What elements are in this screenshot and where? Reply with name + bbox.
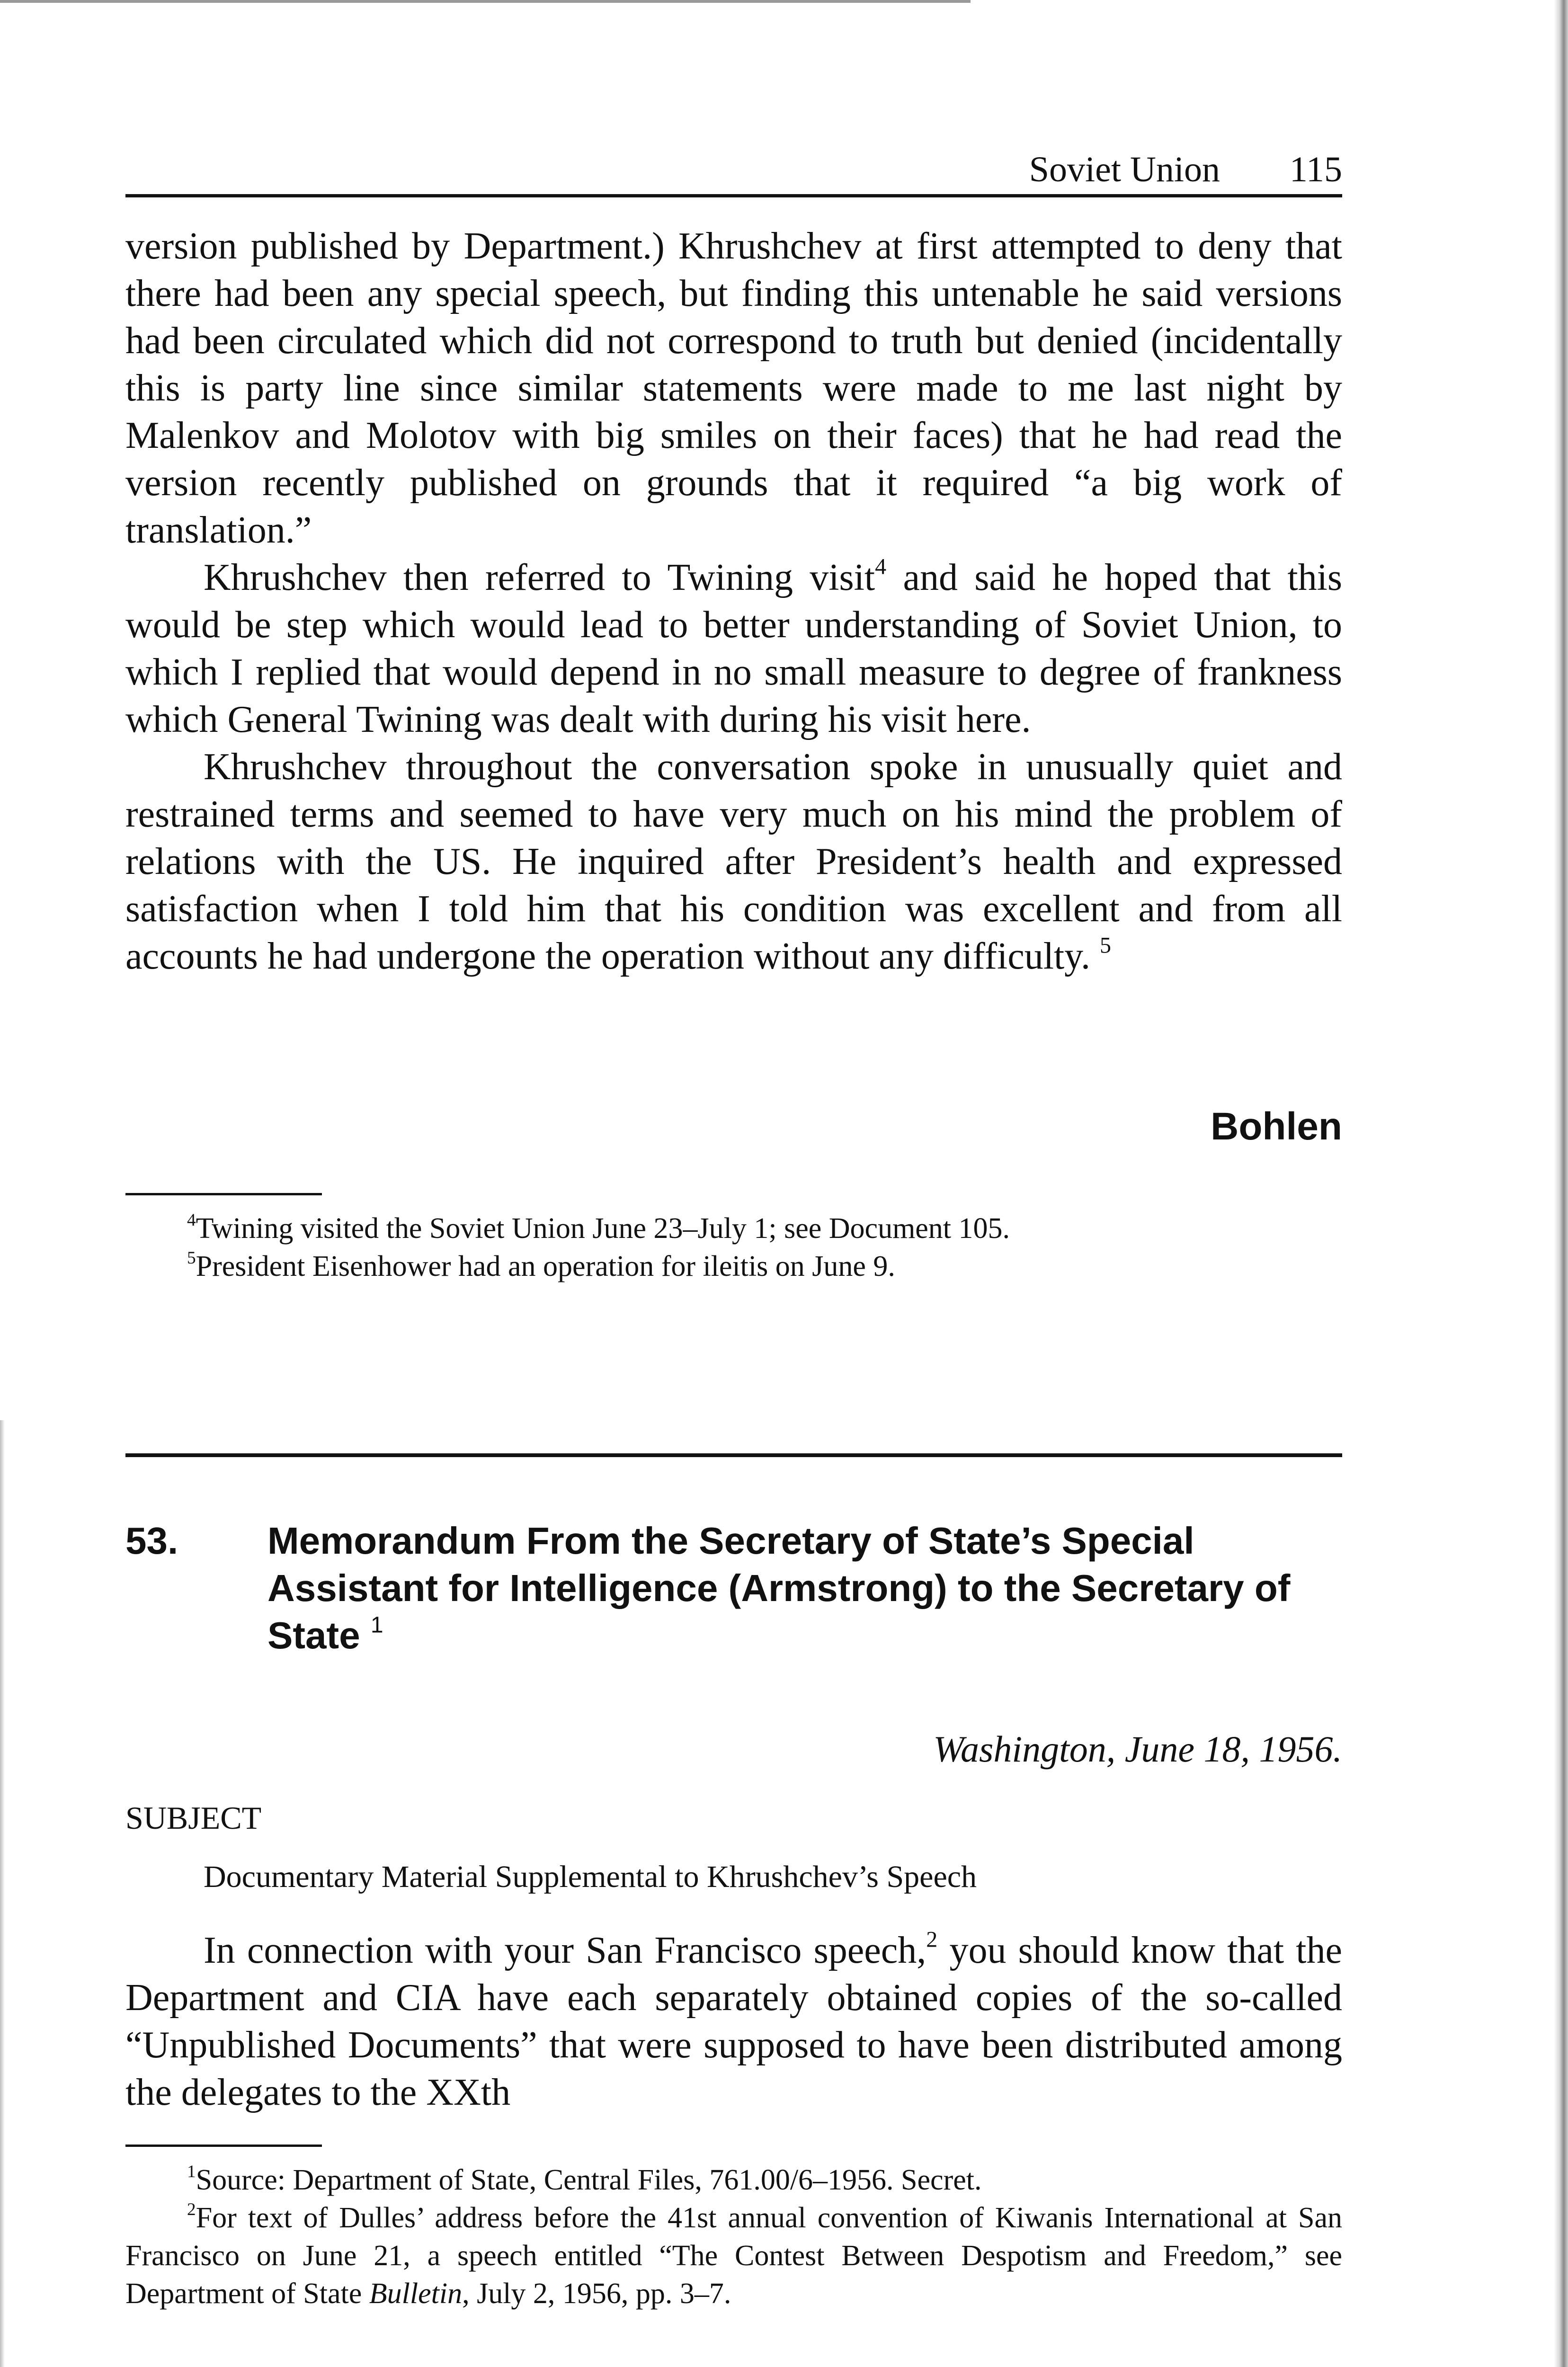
running-head [125, 137, 1342, 197]
document-title [267, 1517, 1342, 1659]
page-edge-right [1554, 0, 1568, 2367]
footnote-mark-4: 4 [187, 1210, 196, 1230]
section-divider [125, 1453, 1342, 1457]
publication-title: Bulletin [369, 2278, 463, 2310]
memo-paragraph-1 [125, 1927, 1342, 2116]
document-title-text: Memorandum From the Secretary of State’s Special Assistant for Intelligence (Armstrong) to the Secretary of State [267, 1520, 1291, 1656]
note-ref-1: 1 [370, 1612, 383, 1638]
subject-label: SUBJECT [125, 1800, 262, 1836]
footnote-rule-bottom [125, 2145, 322, 2147]
continuation-text [125, 222, 1342, 980]
footnote-2-text: For text of Dulles’ address before the 41st annual convention of Kiwanis International at San Francisco on June 21, a speech entitled “The Contest Between Despotism and Freedom,” see Department of State [125, 2202, 1342, 2310]
document-number: 53. [125, 1520, 178, 1562]
paragraph-2 [125, 554, 1342, 743]
page-number: 115 [1289, 150, 1342, 189]
memo-body [125, 1927, 1342, 2116]
paragraph-1: version published by Department.) Khrushchev at first attempted to deny that there had been any special speech, but finding this untenable he said versions had been circulated which did not correspond to truth but denied (incidentally this is party line since similar statements were made to me last night by Malenkov and Molotov with big smiles on their faces) that he had read the version recently published on grounds that it required “a big work of translation.” [125, 225, 1342, 551]
running-head-title: Soviet Union [1029, 150, 1220, 189]
footnotes-top [125, 1210, 1342, 1285]
signature: Bohlen [1211, 1105, 1342, 1148]
footnote-mark-2: 2 [187, 2199, 196, 2219]
footnote-mark-5: 5 [187, 1248, 196, 1268]
footnote-rule-top [125, 1193, 322, 1195]
note-ref-5: 5 [1099, 933, 1111, 958]
footnote-4-text: Twining visited the Soviet Union June 23–July 1; see Document 105. [196, 1212, 1010, 1245]
footnote-1-text: Source: Department of State, Central Files, 761.00/6–1956. Secret. [196, 2164, 982, 2196]
note-ref-2: 2 [926, 1927, 938, 1952]
page-edge-top [0, 0, 971, 3]
footnote-mark-1: 1 [187, 2162, 196, 2181]
footnotes-bottom [125, 2161, 1342, 2313]
footnote-2-text-cont: , July 2, 1956, pp. 3–7. [462, 2278, 731, 2310]
page-edge-left [0, 1420, 5, 2367]
footnote-1 [125, 2161, 1342, 2199]
footnote-5-text: President Eisenhower had an operation for ileitis on June 9. [196, 1250, 895, 1282]
memo-paragraph-1-text-cont: you should know that the Department and CIA have each separately obtained copies of the so-called “Unpublished Documents” that were supposed to have been distributed among the delegates to the XXth [125, 1930, 1343, 2113]
subject-text: Documentary Material Supplemental to Khrushchev’s Speech [204, 1860, 977, 1894]
memo-paragraph-1-text: In connection with your San Francisco speech, [204, 1930, 927, 1971]
paragraph-2-text: Khrushchev then referred to Twining visit [204, 557, 875, 598]
footnote-2 [125, 2199, 1342, 2313]
dateline: Washington, June 18, 1956. [933, 1728, 1342, 1770]
footnote-5 [125, 1247, 1342, 1285]
paragraph-3 [125, 743, 1342, 980]
paragraph-2-text-cont: and said he hoped that this would be step which would lead to better understanding of Soviet Union, to which I replied that would depend in no small measure to degree of frankness which General Twining was dealt with during his visit here. [125, 557, 1343, 740]
note-ref-4: 4 [875, 554, 887, 579]
footnote-4 [125, 1210, 1342, 1247]
paragraph-3-text: Khrushchev throughout the conversation spoke in unusually quiet and restrained terms and seemed to have very much on his mind the problem of relations with the US. He inquired after President’s health and expressed satisfaction when I told him that his condition was excellent and from all accounts he had undergone the operation without any difficulty. [125, 746, 1342, 977]
